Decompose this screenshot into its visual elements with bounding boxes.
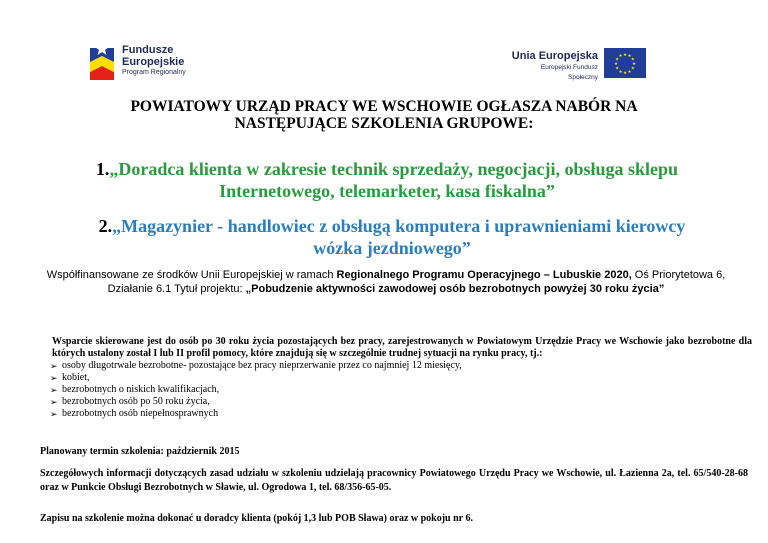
arrow-bullet-icon: ➢ xyxy=(50,361,58,371)
support-intro: Wsparcie skierowane jest do osób po 30 roku życia pozostających bez pracy, zarejestrowanych w Powiatowym Urzędzie Pracy we Wschowie jako bezrobotne dla których ustalony został I lub II profil pomocy, które znajdują się w szczególnie trudnej sytuacji na rynku pracy, tj.: xyxy=(52,336,752,359)
svg-text:★: ★ xyxy=(631,62,637,67)
funding-part2: Oś Priorytetowa 6, Działanie 6.1 Tytuł projektu: xyxy=(107,269,726,295)
contact-info: Szczegółowych informacji dotyczących zasad udziału w szkoleniu udzielają pracownicy Powiatowego Urzędu Pracy we Wschowie, ul. Łazienna 2a, tel. 65/540-28-68 oraz w Punkcie Obsługi Bezrobotnych w Sławie, ul. Ogrodowa 1, tel. 68/356-65-05. xyxy=(40,468,748,493)
course-2-line1: „Magazynier - handlowiec z obsługą komputera i uprawnieniami kierowcy xyxy=(112,216,686,236)
course-2-line2: wózka jezdniowego” xyxy=(313,238,471,258)
svg-text:★: ★ xyxy=(615,57,620,63)
support-section xyxy=(52,336,752,420)
svg-text:★: ★ xyxy=(615,66,620,72)
funding-part1: Współfinansowane ze środków Unii Europejskiej w ramach xyxy=(46,269,337,281)
svg-text:★: ★ xyxy=(613,62,619,67)
eu-line2: Europejski Fundusz Społeczny xyxy=(540,64,598,81)
course-1-line2: Internetowego, telemarketer, kasa fiskalna” xyxy=(219,181,555,201)
arrow-bullet-icon: ➢ xyxy=(50,397,58,407)
list-item: ➢ bezrobotnych osób niepełnosprawnych xyxy=(50,408,219,419)
list-item: ➢ bezrobotnych o niskich kwalifikacjach, xyxy=(50,384,220,395)
support-list xyxy=(52,360,752,420)
course-1-line1: „Doradca klienta w zakresie technik sprzedaży, negocjacji, obsługa sklepu xyxy=(109,159,679,179)
fundusze-europejskie-logo xyxy=(88,42,208,82)
funding-note xyxy=(28,268,744,296)
course-1-number: 1. xyxy=(95,159,110,179)
funding-program: Regionalnego Programu Operacyjnego – Lubuskie 2020, xyxy=(336,269,632,281)
fe-line1: Fundusze xyxy=(122,44,174,56)
fe-star-flag-icon xyxy=(88,42,118,82)
page-title xyxy=(60,98,708,132)
list-item: ➢ bezrobotnych osób po 50 roku życia, xyxy=(50,396,210,407)
svg-text:★: ★ xyxy=(618,54,623,60)
svg-text:★: ★ xyxy=(627,54,632,60)
svg-text:★: ★ xyxy=(627,69,632,75)
eu-line1: Unia Europejska xyxy=(511,50,598,62)
list-item: ➢ osoby długotrwale bezrobotne- pozostające bez pracy nieprzerwanie przez co najmniej 12 miesięcy, xyxy=(50,360,462,371)
list-item: ➢ kobiet, xyxy=(50,372,90,383)
arrow-bullet-icon: ➢ xyxy=(50,373,58,383)
title-line1: POWIATOWY URZĄD PRACY WE WSCHOWIE OGŁASZA NABÓR NA xyxy=(130,98,638,115)
course-1 xyxy=(62,158,712,202)
eu-flag-icon xyxy=(604,48,646,78)
arrow-bullet-icon: ➢ xyxy=(50,409,58,419)
unia-europejska-logo xyxy=(510,48,650,81)
svg-text:★: ★ xyxy=(630,66,635,72)
arrow-bullet-icon: ➢ xyxy=(50,385,58,395)
fe-line3: Program Regionalny xyxy=(122,69,186,76)
svg-text:★: ★ xyxy=(622,71,628,76)
funding-project-title: „Pobudzenie aktywności zawodowej osób bezrobotnych powyżej 30 roku życia” xyxy=(245,283,665,295)
course-2 xyxy=(62,215,722,259)
planned-term: Planowany termin szkolenia: październik 2015 xyxy=(40,446,240,457)
title-line2: NASTĘPUJĄCE SZKOLENIA GRUPOWE: xyxy=(234,115,534,132)
svg-text:★: ★ xyxy=(618,69,623,75)
course-2-number: 2. xyxy=(98,216,113,236)
signup-info: Zapisu na szkolenie można dokonać u doradcy klienta (pokój 1,3 lub POB Sława) oraz w pokoju nr 6. xyxy=(40,513,473,524)
svg-text:★: ★ xyxy=(630,57,635,63)
fe-line2: Europejskie xyxy=(122,56,185,68)
svg-text:★: ★ xyxy=(622,53,628,58)
